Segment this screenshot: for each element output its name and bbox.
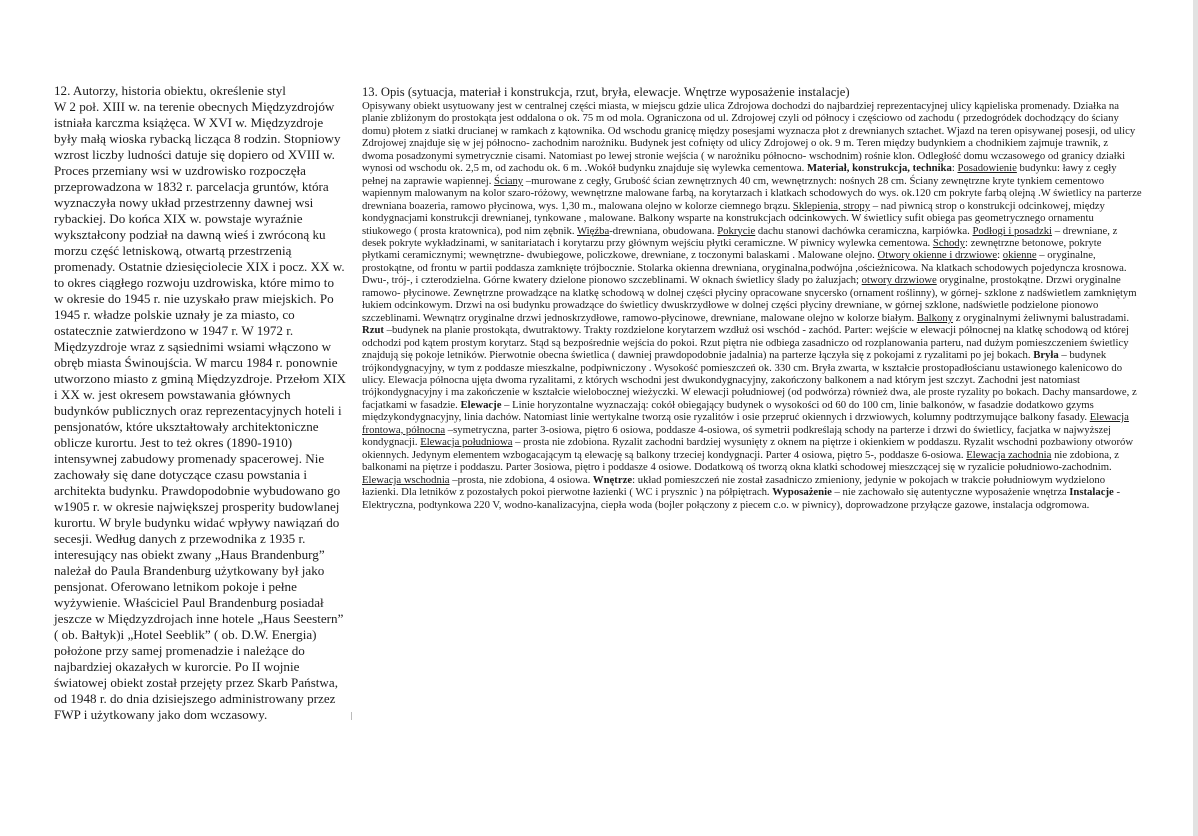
heading-material: Materiał, konstrukcja, technika xyxy=(806,162,952,175)
label-elewacja-frontowa: Elewacja frontowa, północna xyxy=(362,411,1129,436)
label-schody: Schody xyxy=(932,236,965,249)
scan-speck xyxy=(351,712,355,720)
section-13-title: 13. Opis (sytuacja, materiał i konstrukcja, rzut, bryła, elewacje. Wnętrze wyposażenie instalacje) xyxy=(362,85,850,99)
heading-elewacje: Elewacje xyxy=(460,398,502,411)
heading-instalacje: Instalacje xyxy=(1069,486,1114,499)
label-podlogi: Podłogi i posadzki xyxy=(972,224,1053,237)
scan-edge xyxy=(1193,0,1198,836)
heading-wnetrze: Wnętrze xyxy=(592,473,633,486)
label-otwory: Otwory okienne i drzwiowe xyxy=(877,249,998,262)
heading-bryla: Bryła xyxy=(1033,349,1059,362)
label-elewacja-wschodnia: Elewacja wschodnia xyxy=(362,473,450,486)
section-12-title: 12. Autorzy, historia obiektu, określenie styl xyxy=(54,83,286,98)
label-wiezba: Więźba xyxy=(577,224,610,237)
label-balkony: Balkony xyxy=(916,311,954,324)
label-elewacja-zachodnia: Elewacja zachodnia xyxy=(966,448,1052,461)
label-drzwiowe: otwory drzwiowe xyxy=(861,274,937,287)
section-12-text: W 2 poł. XIII w. na terenie obecnych Międzyzdrojów istniała karczma książęca. W XVI w. Międzyzdroje były małą wioska rybacką licząca 8 rodzin. Stopniowy wzrost liczby ludności datuje się dopiero od XVIII w. Proces przemiany wsi w uzdrowisko rozpoczęła przeprowadzona w 1832 r. parcelacja gruntów, która wyznaczyła nowy układ przestrzenny dawnej wsi rybackiej. Do końca XIX w. powstaje wyraźnie wykształcony podział na dawną wieś i zwróconą ku morzu część letniskową, otwartą przestrzenią promenady. Ostatnie dziesięciolecie XIX i pocz. XX w. to okres ciągłego rozwoju uzdrowiska, które mimo to w okresie do 1945 r. nie uzyskało praw miejskich. Po 1945 r. władze polskie uznały je za miasto, co ostatecznie zatwierdzono w 1947 r. W 1972 r. Międzyzdroje wraz z sąsiednimi wsiami włączono w obręb miasta Świnoujścia. W marcu 1984 r. ponownie utworzono miasto z gminą Międzyzdroje. Przełom XIX i XX w. jest okresem powstawania głównych budynków publicznych oraz reprezentacyjnych hoteli i pensjonatów, które ukształtowały architektoniczne oblicze kurortu. Jest to też okres (1890-1910) intensywnej zabudowy promenady spacerowej. Nie zachowały się dane dotyczące czasu powstania i architekta budynku. Prawdopodobnie wybudowano go w1905 r. w okresie największej prosperity budowlanej kurortu. W bryle budynku widać wpływy nawiązań do secesji. Według danych z przewodnika z 1935 r. interesujący nas obiekt zwany „Haus Brandenburg” należał do Paula Brandenburg użytkowany był jako pensjonat. Oferowano letnikom pokoje i pełne wyżywienie. Właściciel Paul Brandenburg posiadał jeszcze w Międzyzdrojach inne hotele „Haus Seestern” ( ob. Bałtyk)i „Hotel Seeblik” ( ob. D.W. Energia) położone przy samej promenadzie i należące do najbardziej okazałych w kurorcie. Po II wojnie światowej obiekt został przejęty przez Skarb Państwa, od 1948 r. do dnia dzisiejszego administrowany przez FWP i użytkowany jako dom wczasowy. xyxy=(54,99,346,722)
label-pokrycie: Pokrycie xyxy=(717,224,756,237)
label-elewacja-poludniowa: Elewacja południowa xyxy=(420,436,513,449)
label-okienne: okienne xyxy=(1002,249,1037,262)
section-13-text: Opisywany obiekt usytuowany jest w centralnej części miasta, w miejscu gdzie ulica Zdrojowa dochodzi do najbardziej reprezentacyjnej ulicy kąpieliska promenady. Działka na planie zbliżonym do prostokąta jest oddalona o ok. 75 m od mola. Ograniczona od ul. Zdrojowej czyli od północy i częściowo od zachodu ( przedogródek dochodzący do ściany domu) płotem z siatki drucianej w ramkach z kątownika. Od wschodu granicę między posesjami wyznacza płot z drewnianych sztachet. Wjazd na teren opisywanej posesji, od ulicy Zdrojowej znajduje się w jej północno- zachodnim narożniku. Budynek jest cofnięty od ulicy Zdrojowej o ok. 9 m. Teren między budynkiem a chodnikiem zajmuje trawnik, z dwoma posadzonymi symetrycznie cisami. Natomiast po lewej stronie wejścia ( w narożniku północno- wschodnim) rośnie klon. Odległość domu wczasowego od granicy działki wynosi od wschodu ok. 2,5 m, od zachodu ok. 6 m. .Wokół budynku znajduje się wylewka cementowa. Materiał, konstrukcja, technika: Posadowienie budynku: ławy z cegły pełnej na zaprawie wapiennej. Ściany –murowane z cegły, Grubość ścian zewnętrznych 40 cm, wewnętrznych: nośnych 28 cm. Ściany zewnętrzne kryte tynkiem cementowo wapiennym malowanym na kolor szaro-różowy, wewnętrzne malowane farbą, na korytarzach i klatkach schodowych do wys. ok.120 cm pokryte farbą olejną .W świetlicy na parterze drewniana boazeria, ramowo płycinowa, wys. 1,30 m., malowana olejno w kolorze ciemnego brązu. Sklepienia, stropy – nad piwnicą strop o konstrukcji odcinkowej, między kondygnacjami konstrukcji drewnianej, tynkowane , malowane. Balkony wsparte na konstrukcjach odcinkowych. W świetlicy sufit obiega pas geometrycznego ornamentu stiukowego ( prosta kratownica), pod nim zębnik. Więźba-drewniana, obudowana. Pokrycie dachu stanowi dachówka ceramiczna, karpiówka. Podłogi i posadzki – drewniane, z desek pokryte wykładzinami, w sanitariatach i korytarzu przy głównym wejściu płytki ceramiczne. W piwnicy wylewka cementowa. Schody: zewnętrzne betonowe, pokryte płytkami ceramicznymi; wewnętrzne- dwubiegowe, policzkowe, drewniane, z toczonymi balaskami . Malowane olejno. Otwory okienne i drzwiowe: okienne – oryginalne, prostokątne, od frontu w partii poddasza zamknięte trójbocznie. Stolarka okienna drewniana, oryginalna,podwójna ,ościeżnicowa. Na klatkach schodowych pojedyncza krosnowa. Dwu-, trój-, i czterodzielna. Górne kwatery dzielone pionowo szczeblinami. W oknach świetlicy ślady po żaluzjach; otwory drzwiowe oryginalne, prostokątne. Drzwi oryginalne ramowo- płycinowe. Zewnętrzne prowadzące na klatkę schodową w dolnej części płyciny opracowane snycersko (ornament roślinny), w górnej- szklone z nadświetlem zamkniętym łukiem odcinkowym. Drzwi na osi budynku prowadzące do świetlicy dwuskrzydłowe w dolnej części płyciny drewniane, w górnej szklone, nadświetle podzielone pionowo szczeblinami. Wewnątrz oryginalne drzwi jednoskrzydłowe, ramowo-płycinowe, drewniane, malowane olejno w kolorze białym. Balkony z oryginalnymi żeliwnymi balustradami. Rzut –budynek na planie prostokąta, dwutraktowy. Trakty rozdzielone korytarzem wzdłuż osi wschód - zachód. Parter: wejście w elewacji północnej na klatkę schodową od której odchodzi pod kątem prostym korytarz. Stąd są bezpośrednie wejścia do pokoi. Rzut piętra nie odbiega zasadniczo od rozplanowania parteru, nad dużym pomieszczeniem świetlicy znajdują się pokoje letników. Pierwotnie obecna świetlica ( dawniej prawdopodobnie jadalnia) na parterze łączyła się z pokojami z ryzalitami po jej bokach. Bryła – budynek trójkondygnacyjny, w tym z poddasze mieszkalne, podpiwniczony . Wysokość pomieszczeń ok. 330 cm. Bryła zwarta, w kształcie prostopadłościanu ustawionego kalenicowo do ulicy. Elewacja północna ujęta dwoma ryzalitami, z których wschodni jest dwukondygnacyjny, zakończony balkonem a nad którym jest szczyt. Zachodni jest natomiast trójkondygnacyjny i ma zakończenie w kształcie wielobocznej wieżyczki. W elewacji południowej (od podwórza) również dwa, ale proste ryzality po bokach. Dachy mansardowe, z facjatkami w fasadzie. Elewacje – Linie horyzontalne wyznaczają: cokół obiegający budynek o wysokości od 60 do 100 cm, linie balkonów, w fasadzie dodatkowo gzyms międzykondygnacyjny, linia dachów. Natomiast linie wertykalne tworzą osie ryzalitów i osie przepruć okiennych i drzwiowych, kolumny podtrzymujące balkony fasady. Elewacja frontowa, północna –symetryczna, parter 3-osiowa, piętro 6 osiowa, poddasze 4-osiowa, oś symetrii podkreślają schody na parterze i drzwi do świetlicy, facjatka w najwyższej kondygnacji. Elewacja południowa – prosta nie zdobiona. Ryzalit zachodni bardziej wysunięty z oknem na piętrze i okienkiem w poddaszu. Ryzalit wschodni pozbawiony otworów okiennych. Jedynym elementem wzbogacającym tą elewację są balkony trzeciej kondygnacji. Parter 4 osiowa, piętro 5-, poddasze 6-osiowa. Elewacja zachodnia nie zdobiona, z balkonami na piętrze i poddaszu. Parter 3osiowa, piętro i poddasze 4 osiowe. Dodatkową oś tworzą okna klatki schodowej mieszczącej się w ryzalicie południowo-zachodnim. Elewacja wschodnia –prosta, nie zdobiona, 4 osiowa. Wnętrze: układ pomieszczeń nie został zasadniczo zmieniony, jedynie w pokojach w trakcie południowym wydzielono łazienki. Dla letników z pozostałych pokoi pierwotne łazienki ( WC i prysznic ) na półpiętrach. Wyposażenie – nie zachowało się autentyczne wyposażenie wnętrza Instalacje - Elektryczna, podtynkowa 220 V, wodno-kanalizacyjna, ciepła woda (bojler połączony z piecem c.o. w piwnicy), doprowadzone przyłącze gazowe, instalacja odgromowa. xyxy=(362,100,1142,511)
heading-rzut: Rzut xyxy=(362,324,384,337)
label-sklepienia: Sklepienia, stropy xyxy=(792,199,871,212)
section-13-column xyxy=(362,85,1142,511)
section-12-column xyxy=(54,83,346,723)
heading-wyposazenie: Wyposażenie xyxy=(772,486,832,499)
label-sciany: Ściany xyxy=(494,174,524,187)
label-posadowienie: Posadowienie xyxy=(957,162,1017,175)
